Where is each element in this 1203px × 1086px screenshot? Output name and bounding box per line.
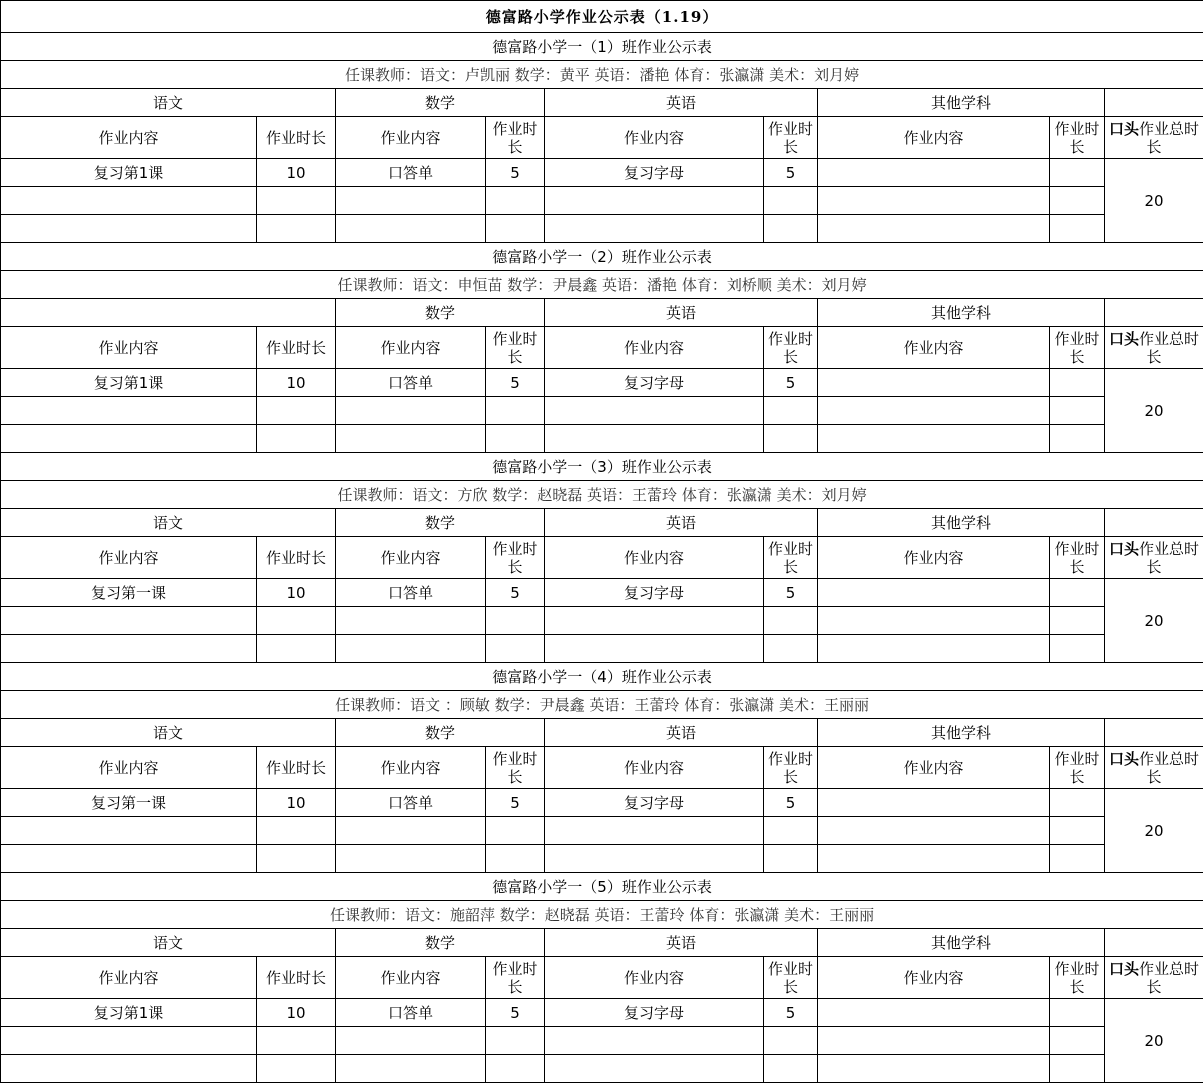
empty-cell <box>486 1055 545 1083</box>
teachers-line: 任课教师：语文：卢凯丽 数学：黄平 英语：潘艳 体育：张瀛潇 美术：刘月婷 <box>1 61 1203 89</box>
subject-header-blank <box>1105 299 1203 327</box>
subject-header-other: 其他学科 <box>818 509 1105 537</box>
empty-cell <box>486 635 545 663</box>
subject-header-chinese: 语文 <box>1 929 336 957</box>
empty-cell <box>818 635 1050 663</box>
col-content: 作业内容 <box>818 957 1050 999</box>
subject-header-english: 英语 <box>545 929 818 957</box>
empty-cell <box>545 397 764 425</box>
other-duration <box>1050 999 1105 1027</box>
col-duration: 作业时长 <box>257 117 336 159</box>
col-content: 作业内容 <box>336 117 486 159</box>
other-homework <box>818 159 1050 187</box>
empty-cell <box>486 215 545 243</box>
empty-cell <box>486 425 545 453</box>
empty-cell <box>818 1055 1050 1083</box>
col-duration: 作业时长 <box>257 747 336 789</box>
col-total-duration <box>1105 117 1203 159</box>
col-content: 作业内容 <box>545 537 764 579</box>
total-label-rest: 作业总时长 <box>1139 539 1200 576</box>
teachers-line: 任课教师：语文 ：顾敏 数学：尹晨鑫 英语：王蕾玲 体育：张瀛潇 美术：王丽丽 <box>1 691 1203 719</box>
math-duration: 5 <box>486 579 545 607</box>
empty-cell <box>764 635 818 663</box>
empty-cell <box>257 1055 336 1083</box>
chinese-duration: 10 <box>257 999 336 1027</box>
total-duration: 20 <box>1105 999 1203 1083</box>
col-content: 作业内容 <box>1 117 257 159</box>
teachers-line: 任课教师：语文：施韶萍 数学：赵晓磊 英语：王蕾玲 体育：张瀛潇 美术：王丽丽 <box>1 901 1203 929</box>
empty-cell <box>545 845 764 873</box>
empty-cell <box>764 817 818 845</box>
empty-cell <box>545 635 764 663</box>
total-label-rest: 作业总时长 <box>1139 959 1200 996</box>
total-label-bold: 口头 <box>1109 959 1140 978</box>
total-label-bold: 口头 <box>1109 119 1140 138</box>
empty-cell <box>545 607 764 635</box>
total-label-rest: 作业总时长 <box>1139 749 1200 786</box>
col-content: 作业内容 <box>545 747 764 789</box>
teachers-line: 任课教师：语文：申恒苗 数学：尹晨鑫 英语：潘艳 体育：刘桥顺 美术：刘月婷 <box>1 271 1203 299</box>
subject-header-math: 数学 <box>336 509 545 537</box>
empty-cell <box>818 425 1050 453</box>
col-content: 作业内容 <box>545 117 764 159</box>
empty-cell <box>336 187 486 215</box>
chinese-homework: 复习第1课 <box>1 369 257 397</box>
col-duration: 作业时长 <box>486 537 545 579</box>
empty-cell <box>545 425 764 453</box>
empty-cell <box>486 845 545 873</box>
subject-header-chinese: 语文 <box>1 509 336 537</box>
empty-cell <box>1050 635 1105 663</box>
empty-cell <box>545 215 764 243</box>
chinese-duration: 10 <box>257 789 336 817</box>
subject-header-other: 其他学科 <box>818 719 1105 747</box>
subject-header-math: 数学 <box>336 929 545 957</box>
col-content: 作业内容 <box>545 327 764 369</box>
subject-header-math: 数学 <box>336 719 545 747</box>
english-duration: 5 <box>764 999 818 1027</box>
empty-cell <box>545 1027 764 1055</box>
empty-cell <box>336 845 486 873</box>
other-duration <box>1050 369 1105 397</box>
col-content: 作业内容 <box>1 327 257 369</box>
empty-cell <box>764 1027 818 1055</box>
english-homework: 复习字母 <box>545 579 764 607</box>
empty-cell <box>257 425 336 453</box>
subject-header-chinese: 语文 <box>1 89 336 117</box>
empty-cell <box>1050 187 1105 215</box>
math-homework: 口答单 <box>336 999 486 1027</box>
empty-cell <box>1050 1055 1105 1083</box>
empty-cell <box>1 635 257 663</box>
other-duration <box>1050 579 1105 607</box>
english-homework: 复习字母 <box>545 999 764 1027</box>
col-content: 作业内容 <box>336 957 486 999</box>
col-total-duration <box>1105 747 1203 789</box>
empty-cell <box>336 215 486 243</box>
class-title: 德富路小学一（1）班作业公示表 <box>1 33 1203 61</box>
math-homework: 口答单 <box>336 369 486 397</box>
empty-cell <box>1 817 257 845</box>
total-label-rest: 作业总时长 <box>1139 329 1200 366</box>
empty-cell <box>1 845 257 873</box>
subject-header-math: 数学 <box>336 299 545 327</box>
col-content: 作业内容 <box>818 747 1050 789</box>
empty-cell <box>486 1027 545 1055</box>
empty-cell <box>1 215 257 243</box>
empty-cell <box>1 1027 257 1055</box>
empty-cell <box>257 397 336 425</box>
empty-cell <box>764 187 818 215</box>
page-title: 德富路小学作业公示表（1.19） <box>1 1 1203 33</box>
empty-cell <box>336 397 486 425</box>
subject-header-blank <box>1105 719 1203 747</box>
total-label-bold: 口头 <box>1109 329 1140 348</box>
col-content: 作业内容 <box>1 957 257 999</box>
class-title: 德富路小学一（4）班作业公示表 <box>1 663 1203 691</box>
empty-cell <box>818 607 1050 635</box>
empty-cell <box>257 1027 336 1055</box>
english-homework: 复习字母 <box>545 789 764 817</box>
empty-cell <box>764 215 818 243</box>
col-duration: 作业时长 <box>257 327 336 369</box>
class-title: 德富路小学一（3）班作业公示表 <box>1 453 1203 481</box>
subject-header-chinese: 语文 <box>1 719 336 747</box>
col-duration: 作业时长 <box>486 957 545 999</box>
empty-cell <box>545 1055 764 1083</box>
empty-cell <box>764 397 818 425</box>
english-duration: 5 <box>764 579 818 607</box>
chinese-homework: 复习第1课 <box>1 999 257 1027</box>
col-duration: 作业时长 <box>1050 537 1105 579</box>
empty-cell <box>818 187 1050 215</box>
col-duration: 作业时长 <box>486 117 545 159</box>
empty-cell <box>1050 817 1105 845</box>
empty-cell <box>336 635 486 663</box>
col-duration: 作业时长 <box>257 537 336 579</box>
empty-cell <box>545 187 764 215</box>
empty-cell <box>1050 425 1105 453</box>
col-duration: 作业时长 <box>486 747 545 789</box>
empty-cell <box>1 397 257 425</box>
col-duration: 作业时长 <box>1050 327 1105 369</box>
col-duration: 作业时长 <box>764 747 818 789</box>
empty-cell <box>1 425 257 453</box>
subject-header-english: 英语 <box>545 509 818 537</box>
total-duration: 20 <box>1105 159 1203 243</box>
empty-cell <box>764 607 818 635</box>
english-homework: 复习字母 <box>545 369 764 397</box>
subject-header-chinese <box>1 299 336 327</box>
col-duration: 作业时长 <box>1050 957 1105 999</box>
english-duration: 5 <box>764 789 818 817</box>
math-duration: 5 <box>486 789 545 817</box>
class-title: 德富路小学一（2）班作业公示表 <box>1 243 1203 271</box>
empty-cell <box>818 817 1050 845</box>
subject-header-blank <box>1105 89 1203 117</box>
chinese-duration: 10 <box>257 159 336 187</box>
col-total-duration <box>1105 957 1203 999</box>
empty-cell <box>257 215 336 243</box>
col-content: 作业内容 <box>1 747 257 789</box>
empty-cell <box>1050 397 1105 425</box>
empty-cell <box>336 817 486 845</box>
chinese-homework: 复习第一课 <box>1 579 257 607</box>
empty-cell <box>818 845 1050 873</box>
col-duration: 作业时长 <box>257 957 336 999</box>
empty-cell <box>1 187 257 215</box>
subject-header-blank <box>1105 509 1203 537</box>
subject-header-other: 其他学科 <box>818 299 1105 327</box>
chinese-duration: 10 <box>257 369 336 397</box>
chinese-duration: 10 <box>257 579 336 607</box>
other-homework <box>818 579 1050 607</box>
col-duration: 作业时长 <box>486 327 545 369</box>
col-content: 作业内容 <box>336 537 486 579</box>
english-homework: 复习字母 <box>545 159 764 187</box>
empty-cell <box>818 215 1050 243</box>
subject-header-other: 其他学科 <box>818 89 1105 117</box>
total-label-bold: 口头 <box>1109 539 1140 558</box>
empty-cell <box>336 425 486 453</box>
chinese-homework: 复习第一课 <box>1 789 257 817</box>
empty-cell <box>818 1027 1050 1055</box>
english-duration: 5 <box>764 159 818 187</box>
empty-cell <box>486 607 545 635</box>
empty-cell <box>486 397 545 425</box>
empty-cell <box>257 607 336 635</box>
col-duration: 作业时长 <box>764 957 818 999</box>
subject-header-math: 数学 <box>336 89 545 117</box>
empty-cell <box>764 425 818 453</box>
empty-cell <box>1 607 257 635</box>
empty-cell <box>764 845 818 873</box>
col-content: 作业内容 <box>545 957 764 999</box>
col-content: 作业内容 <box>818 537 1050 579</box>
empty-cell <box>1050 215 1105 243</box>
col-duration: 作业时长 <box>764 537 818 579</box>
teachers-line: 任课教师：语文：方欣 数学：赵晓磊 英语：王蕾玲 体育：张瀛潇 美术：刘月婷 <box>1 481 1203 509</box>
empty-cell <box>336 1027 486 1055</box>
other-duration <box>1050 789 1105 817</box>
subject-header-english: 英语 <box>545 89 818 117</box>
col-duration: 作业时长 <box>764 327 818 369</box>
col-total-duration <box>1105 537 1203 579</box>
subject-header-english: 英语 <box>545 299 818 327</box>
empty-cell <box>1050 607 1105 635</box>
subject-header-other: 其他学科 <box>818 929 1105 957</box>
col-total-duration <box>1105 327 1203 369</box>
empty-cell <box>257 817 336 845</box>
math-homework: 口答单 <box>336 159 486 187</box>
math-duration: 5 <box>486 999 545 1027</box>
english-duration: 5 <box>764 369 818 397</box>
col-duration: 作业时长 <box>1050 747 1105 789</box>
subject-header-english: 英语 <box>545 719 818 747</box>
total-label-bold: 口头 <box>1109 749 1140 768</box>
col-content: 作业内容 <box>818 117 1050 159</box>
total-duration: 20 <box>1105 789 1203 873</box>
col-content: 作业内容 <box>336 327 486 369</box>
empty-cell <box>764 1055 818 1083</box>
col-duration: 作业时长 <box>1050 117 1105 159</box>
empty-cell <box>1 1055 257 1083</box>
total-duration: 20 <box>1105 369 1203 453</box>
empty-cell <box>257 635 336 663</box>
empty-cell <box>545 817 764 845</box>
empty-cell <box>336 607 486 635</box>
math-homework: 口答单 <box>336 579 486 607</box>
math-duration: 5 <box>486 159 545 187</box>
subject-header-blank <box>1105 929 1203 957</box>
other-duration <box>1050 159 1105 187</box>
empty-cell <box>257 187 336 215</box>
other-homework <box>818 369 1050 397</box>
other-homework <box>818 999 1050 1027</box>
math-duration: 5 <box>486 369 545 397</box>
math-homework: 口答单 <box>336 789 486 817</box>
total-duration: 20 <box>1105 579 1203 663</box>
empty-cell <box>257 845 336 873</box>
other-homework <box>818 789 1050 817</box>
empty-cell <box>1050 1027 1105 1055</box>
col-content: 作业内容 <box>336 747 486 789</box>
col-duration: 作业时长 <box>764 117 818 159</box>
chinese-homework: 复习第1课 <box>1 159 257 187</box>
col-content: 作业内容 <box>818 327 1050 369</box>
empty-cell <box>486 187 545 215</box>
col-content: 作业内容 <box>1 537 257 579</box>
empty-cell <box>1050 845 1105 873</box>
empty-cell <box>818 397 1050 425</box>
total-label-rest: 作业总时长 <box>1139 119 1200 156</box>
empty-cell <box>336 1055 486 1083</box>
empty-cell <box>486 817 545 845</box>
class-title: 德富路小学一（5）班作业公示表 <box>1 873 1203 901</box>
